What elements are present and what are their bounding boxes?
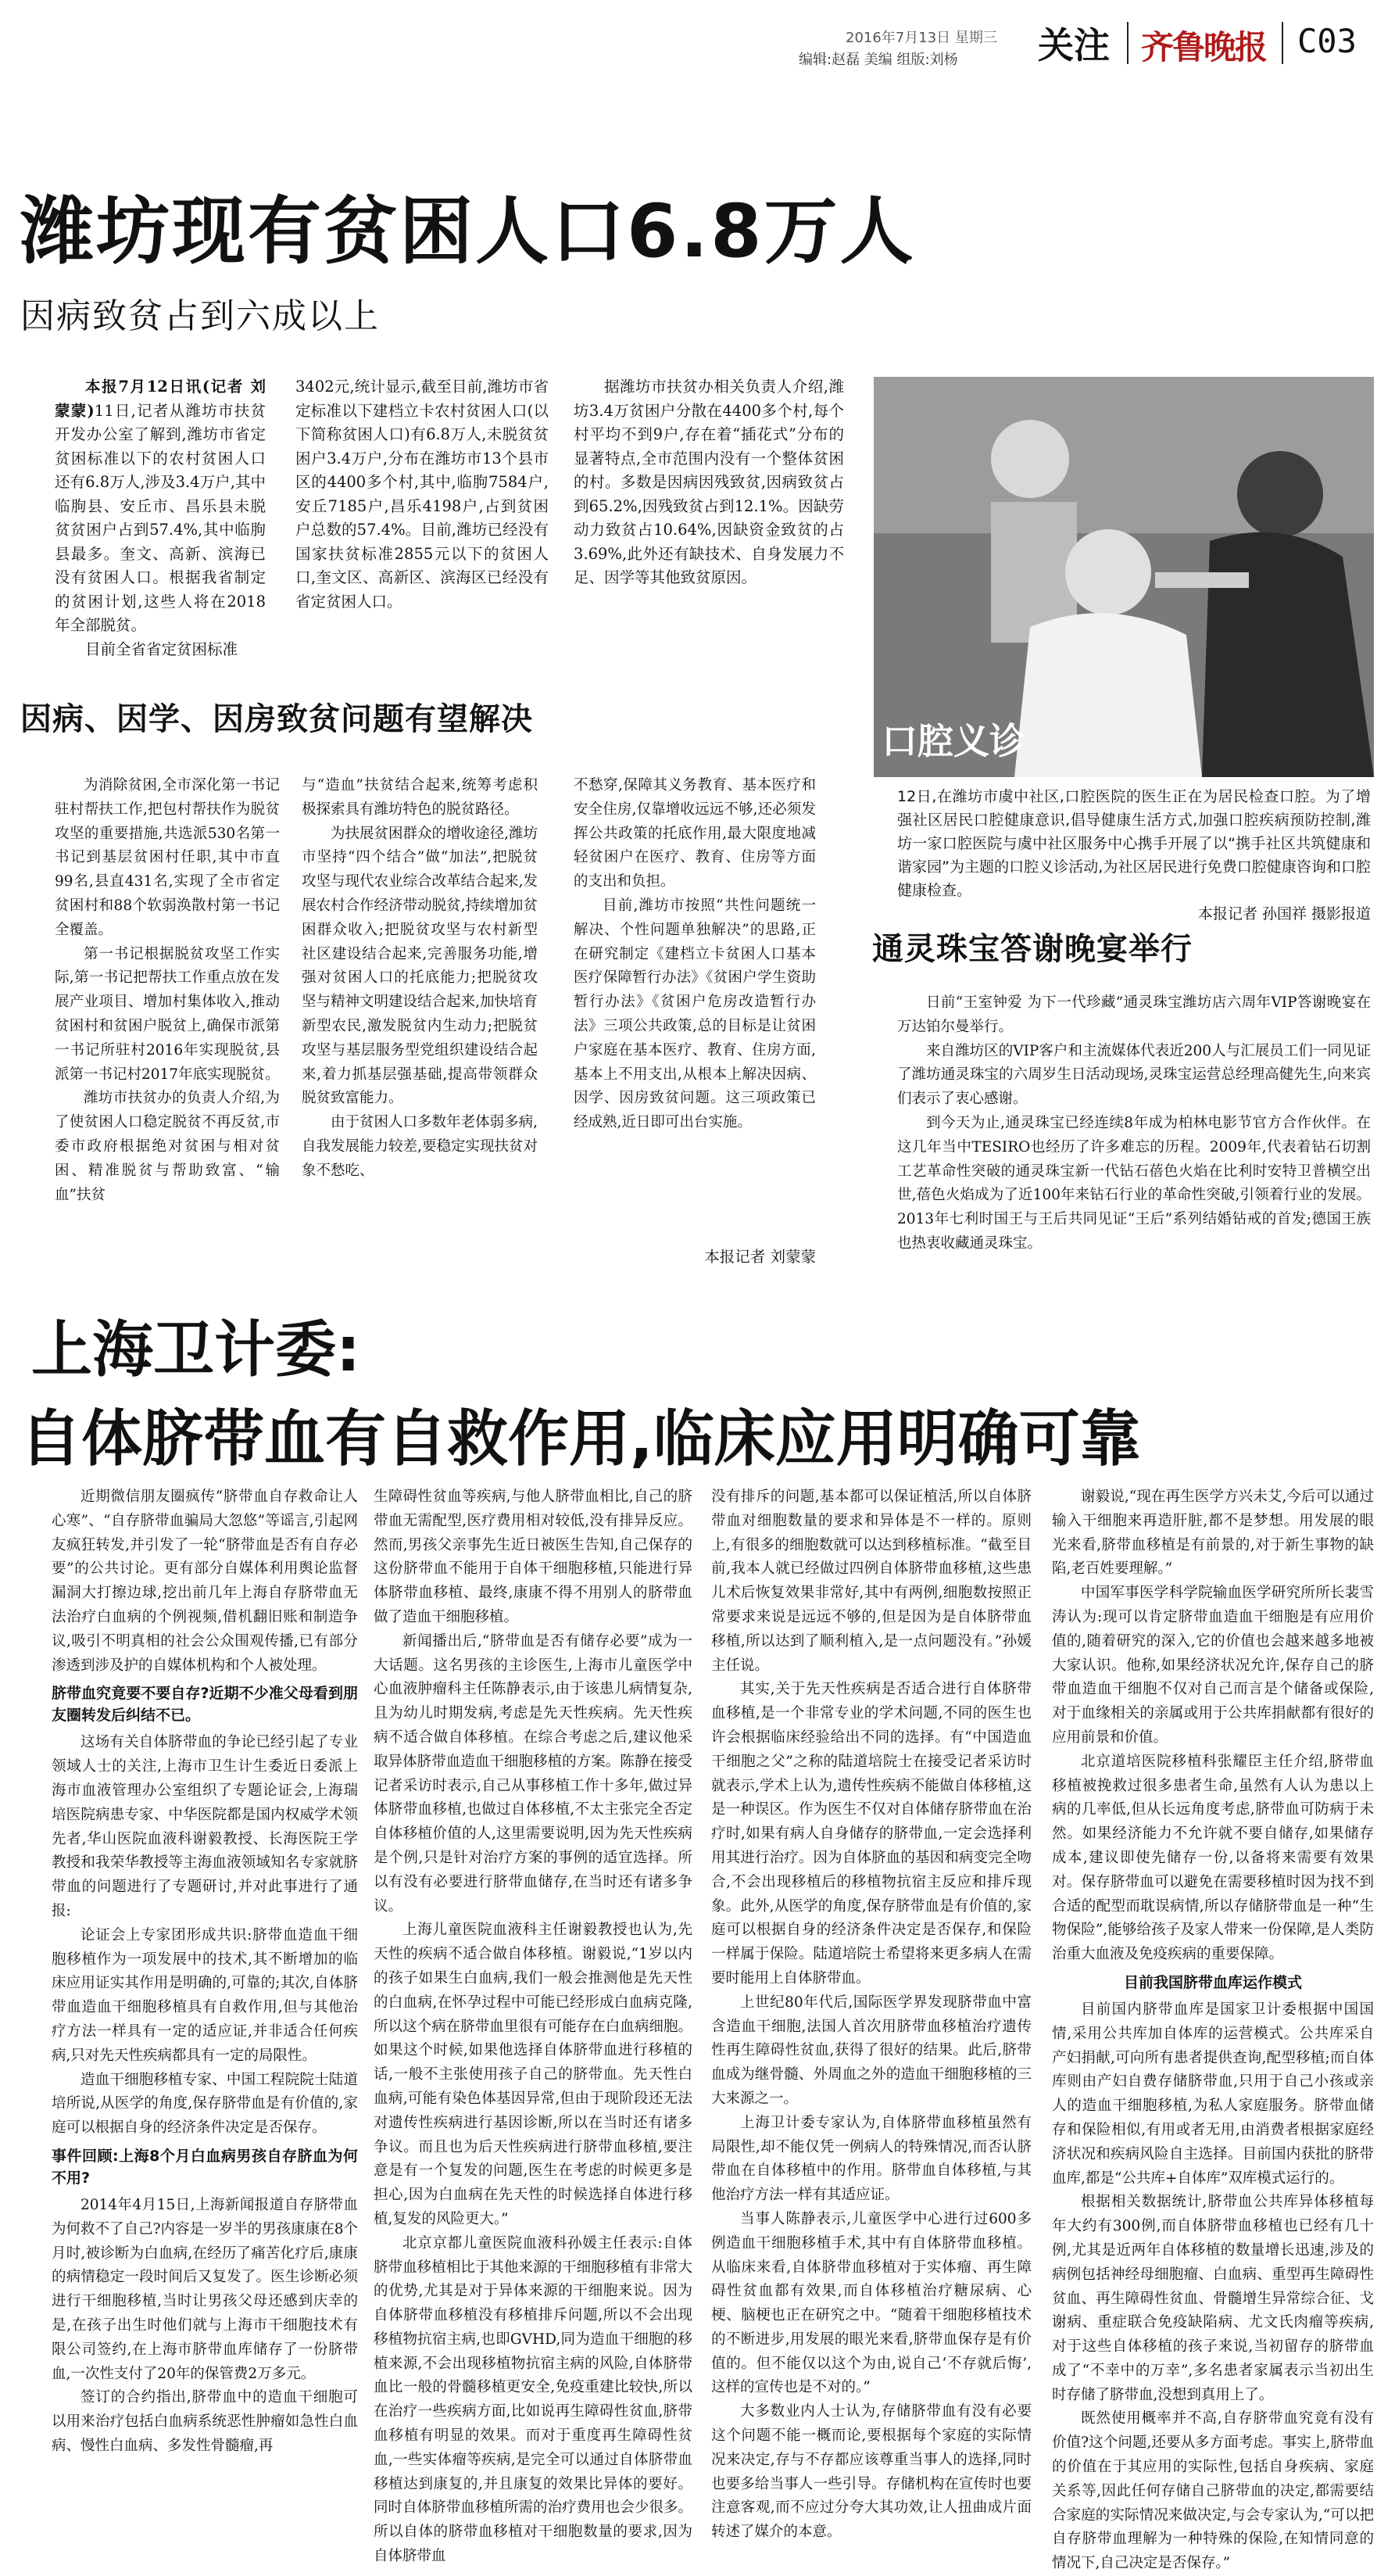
article3-paragraph: 既然使用概率并不高,自存脐带血究竟有没有价值?这个问题,还要从多方面考虑。事实上,脐带血的价值在于其应用的实际性,包括自身疾病、家庭关系等,因此任何存储自己脐带血的决定,都需要结合家庭的实际情况来做决定,与会专家认为,“可以把自存脐带血理解为一种特殊的保险,在知情同意的情况下,自己决定是否保存。” [1052, 2410, 1374, 2572]
article1-subheadline: 因病致贫占到六成以上 [20, 296, 380, 336]
article1-headline: 潍坊现有贫困人口6.8万人 [20, 189, 916, 274]
article2-paragraph: 不愁穿,保障其义务教育、基本医疗和安全住房,仅靠增收远远不够,还必须发挥公共政策的托底作用,最大限度地减轻贫困户在医疗、教育、住房等方面的支出和负担。 [574, 777, 816, 890]
article3-paragraph: 北京京都儿童医院血液科孙媛主任表示:自体脐带血移植相比于其他来源的干细胞移植有非常大的优势,尤其是对于异体来源的干细胞来说。因为自体脐带血移植没有移植排斥问题,所以不会出现移植物抗宿主病,也即GVHD,同为造血干细胞的移植来源,不会出现移植物抗宿主病的风险,自体脐带血比一般的骨髓移植更安全,免疫重建比较快,所以在治疗一些疾病方面,比如说再生障碍性贫血,脐带血移植有明显的效果。而对于重度再生障碍性贫血,一些实体瘤等疾病,是完全可以通过自体脐带血移植达到康复的,并且康复的效果比异体的要好。同时自体脐带血移植所需的治疗费用也会少很多。所以自体的脐带血移植对干细胞数量的要求,因为自体脐带血 [374, 2234, 692, 2565]
photo-credit: 本报记者 孙国祥 摄影报道 [1197, 905, 1371, 923]
photo-caption [897, 785, 1371, 926]
article1-column-1 [55, 375, 266, 658]
article1-column-2 [295, 375, 549, 658]
article3-paragraph: 谢毅说,“现在再生医学方兴未艾,今后可以通过输入干细胞来再造肝脏,都不是梦想。用发展的眼光来看,脐带血移植是有前景的,对于新生事物的缺陷,老百姓要理解。” [1052, 1489, 1374, 1578]
article1-col1-text: 11日,记者从潍坊市扶贫开发办公室了解到,潍坊市省定贫困标准以下的农村贫困人口还有6.8万人,涉及3.4万户,其中临朐县、安丘市、昌乐县未脱贫贫困户占到57.4%,其中临朐县最多。奎文、高新、滨海已没有贫困人口。根据我省制定的贫困计划,这些人将在2018年全部脱贫。 [55, 401, 266, 634]
article2-byline: 本报记者 刘蒙蒙 [704, 1248, 816, 1266]
article2-paragraph: 与“造血”扶贫结合起来,统筹考虑积极探索具有潍坊特色的脱贫路径。 [302, 777, 538, 818]
header-divider [1282, 22, 1283, 64]
article3-column-1 [52, 1485, 358, 2454]
article3-paragraph: 上海卫计委专家认为,自体脐带血移植虽然有局限性,却不能仅凭一例病人的特殊情况,而否认脐带血在自体移植中的作用。脐带血自体移植,与其他治疗方法一样有其适应证。 [711, 2114, 1032, 2204]
issue-date: 2016年7月13日 星期三 [846, 30, 997, 46]
article3-paragraph: 2014年4月15日,上海新闻报道自存脐带血为何救不了自己?内容是一岁半的男孩康康在8个月时,被诊断为白血病,在经历了痛苦化疗后,康康的病情稳定一段时间后又复发了。医生诊断必须进行干细胞移植,当时让男孩父母还感到庆幸的是,在孩子出生时他们就与上海市干细胞技术有限公司签约,在上海市脐带血库储存了一份脐带血,一次性支付了20年的保管费2万多元。 [52, 2196, 358, 2382]
article3-paragraph: 当事人陈静表示,儿童医学中心进行过600多例造血干细胞移植手术,其中有自体脐带血移植。从临床来看,自体脐带血移植对于实体瘤、再生障碍性贫血都有效果,而自体移植治疗糖尿病、心梗、脑梗也正在研究之中。“随着干细胞移植技术的不断进步,用发展的眼光来看,脐带血保存是有价值的。但不能仅以这个为由,说自己‘不存就后悔’,这样的宣传也是不对的。” [711, 2210, 1032, 2396]
article3-column-3 [711, 1485, 1032, 2541]
page-number: C03 [1297, 22, 1357, 60]
article1-col1b-text: 目前全省省定贫困标准 [85, 640, 238, 658]
article3-headline-line2: 自体脐带血有自救作用,临床应用明确可靠 [20, 1404, 1141, 1474]
header-divider [1127, 22, 1129, 64]
article2-column-3 [574, 774, 816, 1243]
article3-paragraph: 签订的合约指出,脐带血中的造血干细胞可以用来治疗包括白血病系统恶性肿瘤如急性白血病、慢性白血病、多发性骨髓瘤,再 [52, 2389, 358, 2454]
article3-paragraph: 近期微信朋友圈疯传“脐带血自存救命让人心寒”、“自存脐带血骗局大忽悠”等谣言,引起网友疯狂转发,并引发了一轮“脐带血是否有自存必要”的公共讨论。更有部分自媒体利用舆论监督漏洞大打擦边球,挖出前几年上海自存脐带血无法治疗白血病的个例视频,借机翻旧账和制造争议,吸引不明真相的社会公众围观传播,已有部分渗透到涉及护的自媒体机构和个人被处理。 [52, 1489, 358, 1674]
article2-column-2 [302, 774, 538, 1274]
article3-headline-line1: 上海卫计委: [31, 1315, 361, 1385]
article3-paragraph: 论证会上专家团形成共识:脐带血造血干细胞移植作为一项发展中的技术,其不断增加的临床应用证实其作用是明确的,可靠的;其次,自体脐带血造血干细胞移植具有自救作用,但与其他治疗方法一样具有一定的适应证,并非适合任何疾病,只对先天性疾病都具有一定的局限性。 [52, 1926, 358, 2064]
article3-paragraph: 造血干细胞移植专家、中国工程院院士陆道培所说,从医学的角度,保存脐带血是有价值的,家庭可以根据自身的经济条件决定是否保存。 [52, 2071, 358, 2137]
article3-column-2 [374, 1485, 692, 2565]
article3-paragraph: 这场有关自体脐带血的争论已经引起了专业领域人士的关注,上海市卫生计生委近日委派上海市血液管理办公室组织了专题论证会,上海瑞培医院病患专家、中华医院都是国内权威学术领先者,华山医院血液科谢毅教授、长海医院王学教授和我荣华教授等主海血液领域知名专家就脐带血的问题进行了专题研讨,并对此事进行了通报: [52, 1734, 358, 1919]
article3-paragraph: 中国军事医学科学院输血医学研究所所长裴雪涛认为:现可以肯定脐带血造血干细胞是有应用价值的,随着研究的深入,它的价值也会越来越多地被大家认识。他称,如果经济状况允许,保存自己的脐带血造血干细胞不仅对自己而言是个储备或保险,对于血缘相关的亲属或用于公共库捐献都有很好的应用前景和价值。 [1052, 1585, 1374, 1746]
section-name: 关注 [1038, 24, 1110, 66]
jewelry-paragraph: 日前“王室钟爱 为下一代珍藏”通灵珠宝潍坊店六周年VIP答谢晚宴在万达铂尔曼举行。 [897, 994, 1371, 1035]
jewelry-headline: 通灵珠宝答谢晚宴举行 [872, 931, 1193, 967]
jewelry-paragraph: 来自潍坊区的VIP客户和主流媒体代表近200人与汇展员工们一同见证了潍坊通灵珠宝的六周岁生日活动现场,灵珠宝运营总经理高健先生,向来宾们表示了衷心感谢。 [897, 1042, 1371, 1108]
article1-col3-text: 据潍坊市扶贫办相关负责人介绍,潍坊3.4万贫困户分散在4400多个村,每个村平均不到9户,存在着“插花式”分布的显著特点,全市范围内没有一个整体贫困的村。多数是因病因残致贫,因病致贫占到65.2%,因残致贫占到12.1%。因缺劳动力致贫占10.64%,因缺资金致贫的占3.69%,此外还有缺技术、自身发展力不足、因学等其他致贫原因。 [574, 378, 844, 586]
jewelry-paragraph: 到今天为止,通灵珠宝已经连续8年成为柏林电影节官方合作伙伴。在这几年当中TESIRO也经历了许多难忘的历程。2009年,代表着钻石切割工艺革命性突破的通灵珠宝新一代钻石蓓色火焰在比利时安特卫普横空出世,蓓色火焰成为了近100年来钻石行业的革命性突破,引领着行业的发展。2013年七利时国王与王后共同见证“王后”系列结婚钻戒的首发;德国王族也热衷收藏通灵珠宝。 [897, 1114, 1371, 1252]
article3-paragraph: 根据相关数据统计,脐带血公共库异体移植每年大约有300例,而自体脐带血移植也已经有几十例,尤其是近两年自体移植的数量增长迅速,涉及的病例包括神经母细胞瘤、白血病、重型再生障碍性贫血、再生障碍性贫血、骨髓增生异常综合征、戈谢病、重症联合免疫缺陷病、尤文氏肉瘤等疾病,对于这些自体移植的孩子来说,当初留存的脐带血成了“不幸中的万幸”,多名患者家属表示当初出生时存储了脐带血,没想到真用上了。 [1052, 2194, 1374, 2403]
editor-credits: 编辑:赵磊 美编 组版:刘杨 [799, 52, 958, 68]
article3-subhead: 事件回顾:上海8个月白血病男孩自存脐血为何不用? [52, 2147, 358, 2187]
article3-subhead: 目前我国脐带血库运作模式 [1123, 1973, 1302, 1991]
jewelry-article [897, 991, 1371, 1281]
article2-section-head: 因病、因学、因房致贫问题有望解决 [20, 701, 533, 737]
article3-paragraph: 北京道培医院移植科张耀臣主任介绍,脐带血移植被挽救过很多患者生命,虽然有人认为患以上病的几率低,但从长远角度考虑,脐带血可防病于未然。如果经济能力不允许就不要自储存,如果储存成本,建议即使先储存一份,以备将来需要有效果对。保存脐带血可以避免在需要移植时因为找不到合适的配型而耽误病情,所以存储脐带血是一种“生物保险”,能够给孩子及家人带来一份保障,是人类防治重大血液及免疫疾病的重要保障。 [1052, 1753, 1374, 1963]
article2-paragraph: 第一书记根据脱贫攻坚工作实际,第一书记把帮扶工作重点放在发展产业项目、增加村集体收入,推动贫困村和贫困户脱贫上,确保市派第一书记所驻村2016年实现脱贫,县派第一书记村2017年底实现脱贫。 [55, 945, 280, 1083]
article2-column-1 [55, 774, 280, 1274]
article3-paragraph: 其实,关于先天性疾病是否适合进行自体脐带血移植,是一个非常专业的学术问题,不同的医生也许会根据临床经验给出不同的选择。有“中国造血干细胞之父”之称的陆道培院士在接受记者采访时就表示,学术上认为,遗传性疾病不能做自体移植,这是一种误区。作为医生不仅对自体储存脐带血在治疗时,如果有病人自身储存的脐带血,一定会选择利用其进行治疗。因为自体脐血的基因和病变完全吻合,不会出现移植后的移植物抗宿主反应和排斥现象。此外,从医学的角度,保存脐带血是有价值的,家庭可以根据自身的经济条件决定是否保存,和保险一样属于保险。陆道培院士希望将来更多病人在需要时能用上自体脐带血。 [711, 1681, 1032, 1987]
photo-caption-text: 12日,在潍坊市虞中社区,口腔医院的医生正在为居民检查口腔。为了增强社区居民口腔健康意识,倡导健康生活方式,加强口腔疾病预防控制,潍坊一家口腔医院与虞中社区服务中心携手开展了以“携手社区共筑健康和谐家园”为主题的口腔义诊活动,为社区居民进行免费口腔健康咨询和口腔健康检查。 [897, 788, 1371, 899]
article1-col2-text: 3402元,统计显示,截至目前,潍坊市省定标准以下建档立卡农村贫困人口(以下简称贫困人口)有6.8万人,未脱贫贫困户3.4万户,分布在潍坊市13个县市区的4400多个村,其中,临朐7584户,安丘7185户,昌乐4198户,占到贫困户总数的57.4%。目前,潍坊已经没有国家扶贫标准2855元以下的贫困人口,奎文区、高新区、滨海区已经没有省定贫困人口。 [295, 378, 549, 611]
article2-paragraph: 为扶展贫困群众的增收途径,潍坊市坚持“四个结合”做“加法”,把脱贫攻坚与现代农业综合改革结合起来,发展农村合作经济带动脱贫,持续增加贫困群众收入;把脱贫攻坚与农村新型社区建设结合起来,完善服务功能,增强对贫困人口的托底能力;把脱贫攻坚与精神文明建设结合起来,加快培育新型农民,激发脱贫内生动力;把脱贫攻坚与基层服务型党组织建设结合起来,着力抓基层强基础,提高带领群众脱贫致富能力。 [302, 825, 538, 1107]
article3-column-4 [1052, 1485, 1374, 2572]
article1-dateline: 本报7月12日讯(记者 刘蒙蒙) [55, 378, 266, 420]
article3-subhead: 脐带血究竟要不要自存?近期不少准父母看到朋友圈转发后纠结不已。 [52, 1685, 358, 1725]
article3-paragraph: 新闻播出后,“脐带血是否有储存必要”成为一大话题。这名男孩的主诊医生,上海市儿童医学中心血液肿瘤科主任陈静表示,由于该患儿病情复杂,且为幼儿时期发病,考虑是先天性疾病。先天性疾病不适合做自体移植。在综合考虑之后,建议他采取异体脐带血造血干细胞移植的方案。陈静在接受记者采访时表示,自己从事移植工作十多年,做过异体脐带血移植,也做过自体移植,不太主张完全否定自体移植价值的人,这里需要说明,因为先天性疾病是个例,只是针对治疗方案的事例的适宜选择。所以有没有必要进行脐带血储存,在当时还有诸多争议。 [374, 1632, 692, 1915]
article2-paragraph: 为消除贫困,全市深化第一书记驻村帮扶工作,把包村帮扶作为脱贫攻坚的重要措施,共选派530名第一书记到基层贫困村任职,其中市直99名,县直431名,实现了全市省定贫困村和88个软弱涣散村第一书记全覆盖。 [55, 777, 280, 938]
article2-paragraph: 目前,潍坊市按照“共性问题统一解决、个性问题单独解决”的思路,正在研究制定《建档立卡贫困人口基本医疗保障暂行办法》《贫困户学生资助暂行办法》《贫困户危房改造暂行办法》三项公共政策,总的目标是让贫困户家庭在基本医疗、教育、住房方面,基本上不用支出,从根本上解决因病、因学、因房致贫问题。这三项政策已经成熟,近日即可出台实施。 [574, 897, 816, 1131]
article3-paragraph: 生障碍性贫血等疾病,与他人脐带血相比,自己的脐带血无需配型,医疗费用相对较低,没有排异反应。然而,男孩父亲事先生近日被医生告知,自己保存的这份脐带血不能用于自体干细胞移植,只能进行异体脐带血移植、最终,康康不得不用别人的脐带血做了造血干细胞移植。 [374, 1489, 692, 1625]
article3-paragraph: 目前国内脐带血库是国家卫计委根据中国国情,采用公共库加自体库的运营模式。公共库采自产妇捐献,可向所有患者提供查询,配型移植;而自体库则由产妇自费存储脐带血,只用于自己小孩或亲人的造血干细胞移植,为私人家庭服务。脐带血储存和保险相似,有用或者无用,由消费者根据家庭经济状况和疾病风险自主选择。目前国内获批的脐带血库,都是“公共库+自体库”双库模式运行的。 [1052, 2001, 1374, 2187]
dental-clinic-photo [874, 377, 1374, 777]
article3-paragraph: 上海儿童医院血液科主任谢毅教授也认为,先天性的疾病不适合做自体移植。谢毅说,“1岁以内的孩子如果生白血病,我们一般会推测他是先天性的白血病,在怀孕过程中可能已经形成白血病克隆,所以这个病在脐带血里很有可能存在白血病细胞。如果这个时候,如果他选择自体脐带血进行移植的话,一般不主张使用孩子自己的脐带血。先天性白血病,可能有染色体基因异常,但由于现阶段还无法对遗传性疾病进行基因诊断,所以在当时还有诸多争议。而且也为后天性疾病进行脐带血移植,要注意是有一个复发的问题,医生在考虑的时候更多是担心,因为白血病在先天性的时候选择自体进行移植,复发的风险更大。” [374, 1922, 692, 2227]
article3-paragraph: 大多数业内人士认为,存储脐带血有没有必要这个问题不能一概而论,要根据每个家庭的实际情况来决定,存与不存都应该尊重当事人的选择,同时也要多给当事人一些引导。存储机构在宣传时也要注意客观,而不应过分夸大其功效,让人扭曲成片面转述了媒介的本意。 [711, 2403, 1032, 2541]
article2-paragraph: 潍坊市扶贫办的负责人介绍,为了使贫困人口稳定脱贫不再反贫,市委市政府根据绝对贫困与相对贫困、精准脱贫与帮助致富、“输血”扶贫 [55, 1090, 280, 1203]
newspaper-logo: 齐鲁晚报 [1141, 28, 1267, 66]
article2-paragraph: 由于贫困人口多数年老体弱多病,自我发展能力较差,要稳定实现扶贫对象不愁吃、 [302, 1114, 538, 1179]
article3-paragraph: 没有排斥的问题,基本都可以保证植活,所以自体脐带血对细胞数量的要求和异体是不一样的。原则上,有很多的细胞数就可以达到移植标准。“截至目前,我本人就已经做过四例自体脐带血移植,这些患儿术后恢复效果非常好,其中有两例,细胞数按照正常要求来说是远远不够的,但是因为是自体脐带血移植,所以达到了顺利植入,是一点问题没有。”孙媛主任说。 [711, 1489, 1032, 1674]
article1-column-3 [574, 375, 844, 658]
article3-paragraph: 上世纪80年代后,国际医学界发现脐带血中富含造血干细胞,法国人首次用脐带血移植治疗遗传性再生障碍性贫血,获得了很好的结果。此后,脐带血成为继骨髓、外周血之外的造血干细胞移植的三大来源之一。 [711, 1994, 1032, 2107]
photo-label: 口腔义诊 [882, 720, 1025, 762]
